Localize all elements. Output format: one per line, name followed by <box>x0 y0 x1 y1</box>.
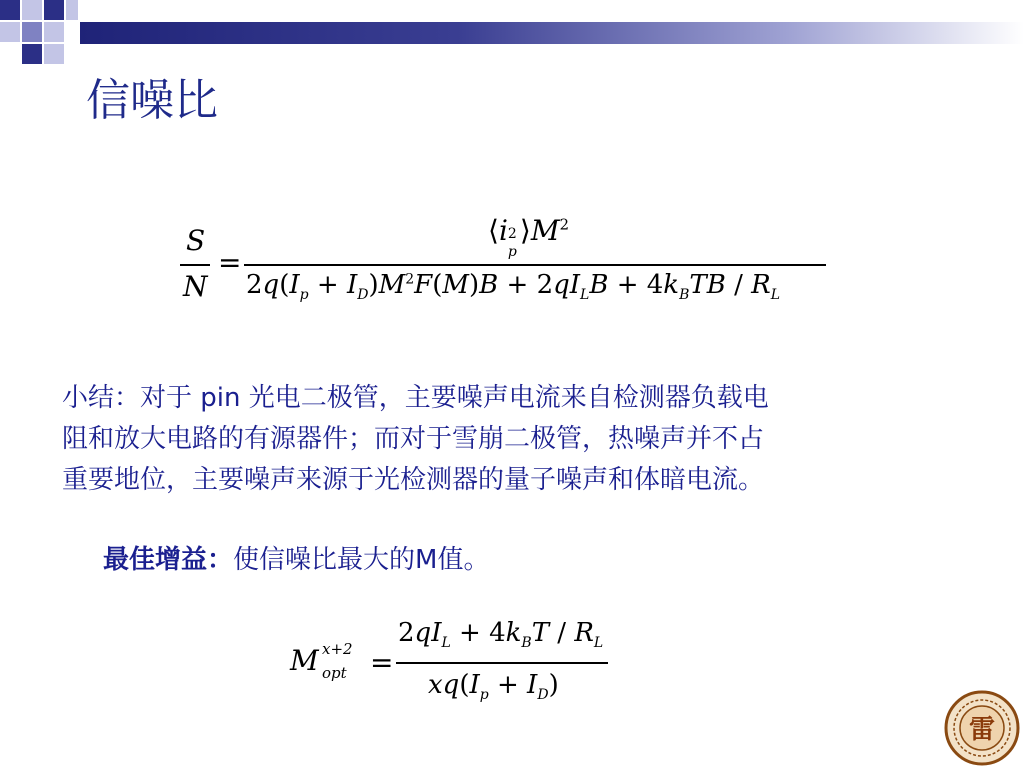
slide-title: 信噪比 <box>86 75 218 126</box>
deco-square <box>22 44 42 64</box>
formula2-lhs-superscript: x+2 <box>322 640 353 658</box>
gain-line <box>103 540 489 581</box>
summary-paragraph <box>62 378 1002 501</box>
deco-square <box>0 0 20 20</box>
formula-lhs-numerator: S <box>186 224 206 257</box>
fraction-bar <box>244 264 826 266</box>
equals-sign: = <box>218 246 242 279</box>
summary-label: 小结： <box>62 383 141 413</box>
deco-square <box>44 44 64 64</box>
formula-numerator: ⟨i 2 p $⟩M^2$ <box>488 214 570 260</box>
deco-square <box>44 22 64 42</box>
summary-line-2: 阻和放大电路的有源器件；而对于雪崩二极管，热噪声并不占 <box>62 424 765 454</box>
formula-denominator: $2q(I_p + I_D)M^2F(M)B + 2qI_LB + 4k_BTB / R_L$ <box>246 270 780 304</box>
deco-square <box>44 0 64 20</box>
deco-square <box>22 22 42 42</box>
fraction-bar <box>180 264 210 266</box>
gain-text: 使信噪比最大的M值。 <box>233 545 490 575</box>
svg-text:雷: 雷 <box>968 715 996 745</box>
formula-lhs-denominator: N <box>183 270 208 303</box>
fraction-bar <box>396 662 608 664</box>
formula2-denominator: $xq(I_p + I_D)$ <box>428 670 559 704</box>
deco-square <box>66 0 78 20</box>
formula2-lhs: M <box>290 644 319 677</box>
university-logo <box>944 690 1020 766</box>
summary-line-1 <box>62 378 1002 419</box>
gain-label: 最佳增益： <box>103 545 234 575</box>
formula2-numerator: $2qI_L + 4k_BT / R_L$ <box>398 618 604 652</box>
deco-square <box>0 22 20 42</box>
summary-line-3: 重要地位，主要噪声来源于光检测器的量子噪声和体暗电流。 <box>62 465 765 495</box>
formula2-lhs-subscript: opt <box>322 664 347 682</box>
seal-icon <box>944 690 1020 766</box>
deco-square <box>22 0 42 20</box>
equals-sign: = <box>370 646 394 679</box>
title-gradient-bar <box>80 22 1024 44</box>
summary-text-1: 对于 pin 光电二极管，主要噪声电流来自检测器负载电 <box>140 383 769 413</box>
